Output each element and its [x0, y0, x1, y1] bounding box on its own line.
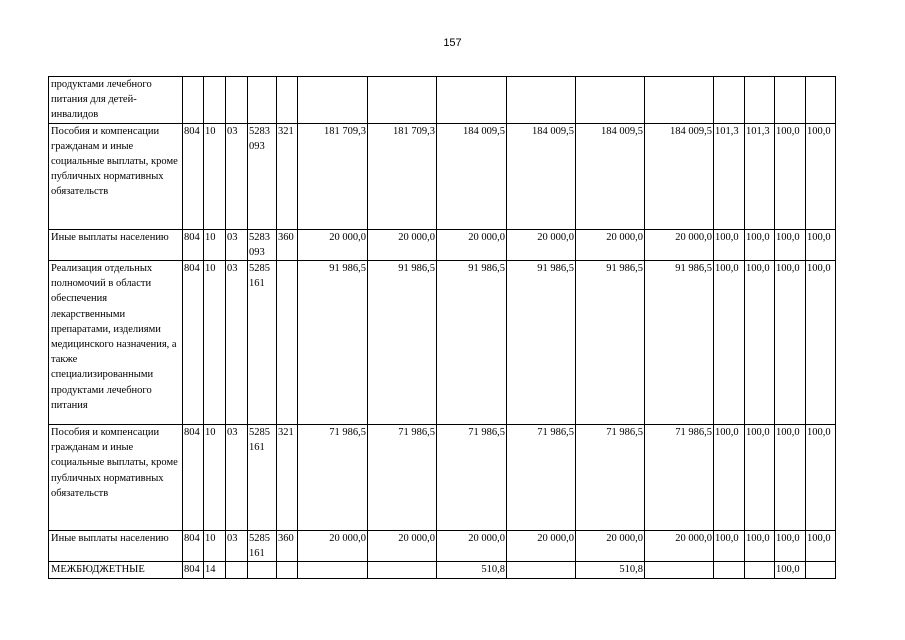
section-code: 10	[204, 261, 226, 425]
percent-cell	[714, 562, 745, 578]
ministry-code	[183, 77, 204, 124]
amount-cell: 184 009,5	[576, 123, 645, 229]
percent-cell	[806, 562, 836, 578]
section-code: 10	[204, 425, 226, 531]
row-name: МЕЖБЮДЖЕТНЫЕ	[49, 562, 183, 578]
amount-cell	[368, 77, 437, 124]
subsection-code: 03	[226, 261, 248, 425]
subsection-code: 03	[226, 425, 248, 531]
ministry-code: 804	[183, 123, 204, 229]
amount-cell: 20 000,0	[298, 229, 368, 260]
percent-cell: 100,0	[775, 123, 806, 229]
percent-cell	[745, 77, 775, 124]
section-code: 10	[204, 123, 226, 229]
ministry-code: 804	[183, 531, 204, 562]
amount-cell: 71 986,5	[507, 425, 576, 531]
amount-cell: 20 000,0	[645, 229, 714, 260]
percent-cell: 100,0	[714, 261, 745, 425]
amount-cell: 91 986,5	[368, 261, 437, 425]
row-name: Иные выплаты населению	[49, 531, 183, 562]
row-name: Пособия и компенсации гражданам и иные социальные выплаты, кроме публичных нормативных обязательств	[49, 123, 183, 229]
amount-cell	[645, 77, 714, 124]
amount-cell: 91 986,5	[645, 261, 714, 425]
percent-cell: 100,0	[775, 229, 806, 260]
table-row	[49, 531, 836, 562]
percent-cell: 100,0	[775, 531, 806, 562]
percent-cell: 100,0	[745, 425, 775, 531]
percent-cell: 100,0	[806, 531, 836, 562]
section-code: 10	[204, 531, 226, 562]
ministry-code: 804	[183, 425, 204, 531]
subsection-code: 03	[226, 123, 248, 229]
section-code: 14	[204, 562, 226, 578]
table-row	[49, 123, 836, 229]
row-name: Пособия и компенсации гражданам и иные социальные выплаты, кроме публичных нормативных обязательств	[49, 425, 183, 531]
target-article-code: 5285 161	[248, 531, 277, 562]
row-name: продуктами лечебного питания для детей-инвалидов	[49, 77, 183, 124]
expense-type-code: 360	[277, 531, 298, 562]
amount-cell	[507, 77, 576, 124]
amount-cell: 20 000,0	[437, 229, 507, 260]
target-article-code: 5283 093	[248, 123, 277, 229]
table-row	[49, 77, 836, 124]
amount-cell: 91 986,5	[576, 261, 645, 425]
table-row	[49, 229, 836, 260]
percent-cell: 100,0	[745, 229, 775, 260]
amount-cell	[507, 562, 576, 578]
amount-cell: 20 000,0	[298, 531, 368, 562]
amount-cell: 91 986,5	[298, 261, 368, 425]
expense-type-code	[277, 77, 298, 124]
amount-cell: 71 986,5	[437, 425, 507, 531]
percent-cell: 100,0	[806, 123, 836, 229]
amount-cell: 20 000,0	[507, 531, 576, 562]
table-row	[49, 425, 836, 531]
ministry-code: 804	[183, 261, 204, 425]
expense-type-code	[277, 261, 298, 425]
subsection-code: 03	[226, 531, 248, 562]
amount-cell: 20 000,0	[368, 229, 437, 260]
subsection-code	[226, 77, 248, 124]
percent-cell: 100,0	[806, 229, 836, 260]
amount-cell: 20 000,0	[645, 531, 714, 562]
amount-cell: 181 709,3	[368, 123, 437, 229]
table-row	[49, 261, 836, 425]
section-code: 10	[204, 229, 226, 260]
percent-cell: 100,0	[806, 425, 836, 531]
subsection-code	[226, 562, 248, 578]
amount-cell: 71 986,5	[576, 425, 645, 531]
percent-cell: 100,0	[714, 425, 745, 531]
amount-cell: 184 009,5	[645, 123, 714, 229]
section-code	[204, 77, 226, 124]
amount-cell: 20 000,0	[576, 229, 645, 260]
row-name: Иные выплаты населению	[49, 229, 183, 260]
amount-cell: 71 986,5	[298, 425, 368, 531]
amount-cell: 20 000,0	[368, 531, 437, 562]
target-article-code	[248, 562, 277, 578]
amount-cell	[645, 562, 714, 578]
amount-cell: 20 000,0	[507, 229, 576, 260]
expense-type-code	[277, 562, 298, 578]
row-name: Реализация отдельных полномочий в области обеспечения лекарственными препаратами, изделиями медицинского назначения, а также специализированными продуктами лечебного питания	[49, 261, 183, 425]
percent-cell: 100,0	[714, 229, 745, 260]
amount-cell: 510,8	[576, 562, 645, 578]
percent-cell: 100,0	[775, 261, 806, 425]
table-row	[49, 562, 836, 578]
percent-cell: 100,0	[775, 562, 806, 578]
target-article-code: 5285 161	[248, 261, 277, 425]
percent-cell	[714, 77, 745, 124]
amount-cell	[576, 77, 645, 124]
amount-cell: 184 009,5	[437, 123, 507, 229]
amount-cell: 510,8	[437, 562, 507, 578]
ministry-code: 804	[183, 562, 204, 578]
percent-cell	[775, 77, 806, 124]
percent-cell: 101,3	[714, 123, 745, 229]
amount-cell	[368, 562, 437, 578]
target-article-code: 5283 093	[248, 229, 277, 260]
expense-type-code: 321	[277, 425, 298, 531]
percent-cell	[745, 562, 775, 578]
page-number: 157	[443, 37, 462, 49]
amount-cell: 184 009,5	[507, 123, 576, 229]
percent-cell	[806, 77, 836, 124]
percent-cell: 101,3	[745, 123, 775, 229]
amount-cell: 91 986,5	[507, 261, 576, 425]
target-article-code: 5285 161	[248, 425, 277, 531]
amount-cell	[437, 77, 507, 124]
percent-cell: 100,0	[714, 531, 745, 562]
ministry-code: 804	[183, 229, 204, 260]
expense-type-code: 321	[277, 123, 298, 229]
percent-cell: 100,0	[745, 531, 775, 562]
expense-type-code: 360	[277, 229, 298, 260]
amount-cell	[298, 77, 368, 124]
subsection-code: 03	[226, 229, 248, 260]
amount-cell: 181 709,3	[298, 123, 368, 229]
amount-cell: 91 986,5	[437, 261, 507, 425]
percent-cell: 100,0	[806, 261, 836, 425]
amount-cell	[298, 562, 368, 578]
target-article-code	[248, 77, 277, 124]
amount-cell: 71 986,5	[645, 425, 714, 531]
budget-table	[48, 76, 836, 579]
amount-cell: 20 000,0	[576, 531, 645, 562]
amount-cell: 20 000,0	[437, 531, 507, 562]
percent-cell: 100,0	[775, 425, 806, 531]
amount-cell: 71 986,5	[368, 425, 437, 531]
percent-cell: 100,0	[745, 261, 775, 425]
